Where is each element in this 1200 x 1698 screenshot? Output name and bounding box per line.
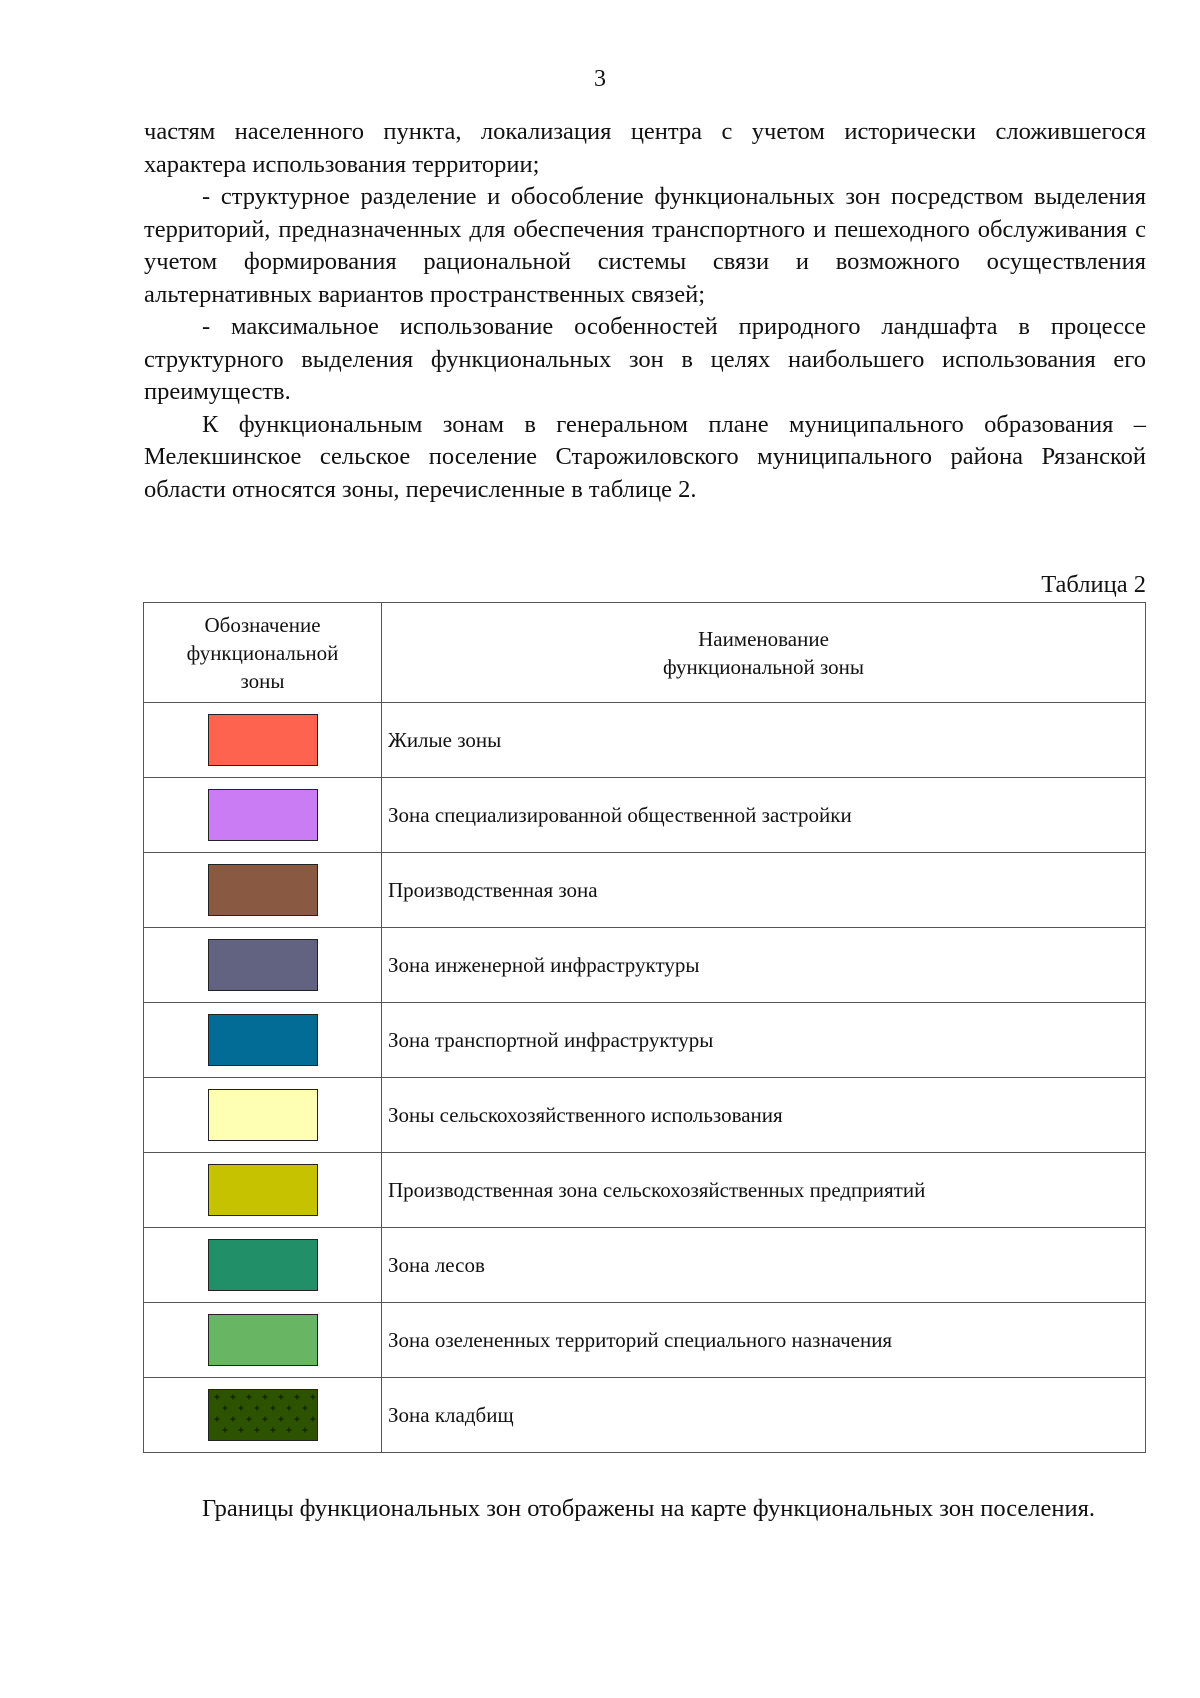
zone-symbol-cell (144, 1003, 382, 1078)
zone-name-cell: Зона озелененных территорий специального назначения (382, 1303, 1146, 1378)
zone-name-cell: Зона инженерной инфраструктуры (382, 928, 1146, 1003)
functional-zones-table (143, 602, 1146, 1453)
table-row (144, 1228, 1146, 1303)
zone-name-cell: Зона транспортной инфраструктуры (382, 1003, 1146, 1078)
zone-name-cell: Зона лесов (382, 1228, 1146, 1303)
zone-symbol-cell (144, 1078, 382, 1153)
table-row (144, 1153, 1146, 1228)
table-row (144, 1003, 1146, 1078)
footer-paragraph: Границы функциональных зон отображены на карте функциональных зон поселения. (202, 1495, 1096, 1522)
zone-color-swatch (208, 864, 318, 916)
zone-color-swatch (208, 1389, 318, 1441)
zone-symbol-cell (144, 1228, 382, 1303)
zone-name-cell: Зоны сельскохозяйственного использования (382, 1078, 1146, 1153)
zone-symbol-cell (144, 928, 382, 1003)
header-symbol-label: Обозначение функциональной зоны (186, 612, 339, 693)
table-header-row (144, 603, 1146, 703)
table-row (144, 1303, 1146, 1378)
zone-name-cell: Жилые зоны (382, 703, 1146, 778)
zone-symbol-cell (144, 1378, 382, 1453)
table-body (144, 703, 1146, 1453)
table-row (144, 1378, 1146, 1453)
zone-name-cell: Зона специализированной общественной застройки (382, 778, 1146, 853)
zone-name-cell: Производственная зона (382, 853, 1146, 928)
body-text (144, 116, 1146, 506)
zone-color-swatch (208, 1014, 318, 1066)
zone-color-swatch (208, 1239, 318, 1291)
paragraph: - максимальное использование особенностей природного ландшафта в процессе структурного выделения функциональных зон в целях наибольшего использования его преимуществ. (144, 313, 1146, 405)
table-row (144, 703, 1146, 778)
zone-symbol-cell (144, 778, 382, 853)
paragraph: частям населенного пункта, локализация центра с учетом исторически сложившегося характера использования территории; (144, 118, 1146, 178)
zone-color-swatch (208, 1164, 318, 1216)
zone-name-cell: Зона кладбищ (382, 1378, 1146, 1453)
table-row (144, 778, 1146, 853)
zone-name-cell: Производственная зона сельскохозяйственных предприятий (382, 1153, 1146, 1228)
zone-color-swatch (208, 1089, 318, 1141)
paragraph: - структурное разделение и обособление функциональных зон посредством выделения территорий, предназначенных для обеспечения транспортного и пешеходного обслуживания с учетом формирования рациональной системы связи и возможного осуществления альтернативных вариантов пространственных связей; (144, 183, 1146, 308)
paragraph: К функциональным зонам в генеральном плане муниципального образования – Мелекшинское сельское поселение Старожиловского муниципального района Рязанской области относятся зоны, перечисленные в таблице 2. (144, 410, 1146, 503)
zone-symbol-cell (144, 1153, 382, 1228)
zone-color-swatch (208, 1314, 318, 1366)
header-name-label: Наименование функциональной зоны (662, 626, 865, 679)
zone-symbol-cell (144, 853, 382, 928)
table-caption: Таблица 2 (1041, 571, 1146, 598)
page-number: 3 (594, 66, 606, 92)
zone-color-swatch (208, 789, 318, 841)
cemetery-cross-pattern (209, 1390, 316, 1439)
header-name (382, 603, 1146, 703)
zone-color-swatch (208, 714, 318, 766)
zone-symbol-cell (144, 1303, 382, 1378)
table-row (144, 928, 1146, 1003)
header-symbol (144, 603, 382, 703)
zone-color-swatch (208, 939, 318, 991)
table-row (144, 853, 1146, 928)
table-row (144, 1078, 1146, 1153)
zone-symbol-cell (144, 703, 382, 778)
